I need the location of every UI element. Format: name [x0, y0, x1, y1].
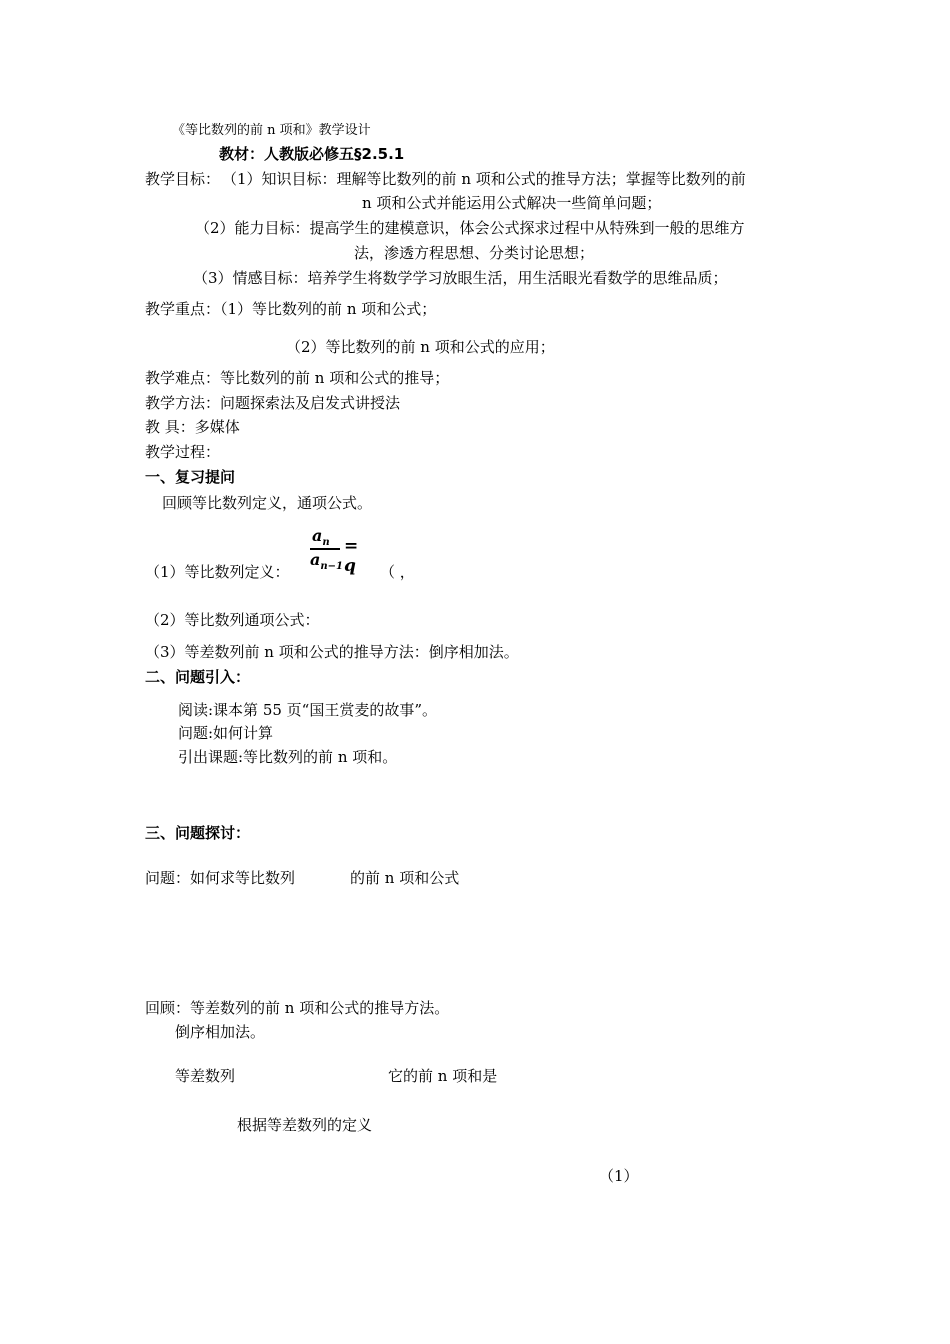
ratio-formula [306, 526, 372, 576]
difficulty-line: 教学难点：等比数列的前 n 项和公式的推导； [145, 369, 450, 387]
explore-question-b: 的前 n 项和公式 [350, 869, 460, 887]
definition-paren: （ ， [380, 563, 415, 581]
reading-line: 阅读:课本第 55 页“国王赏麦的故事”。 [178, 701, 438, 719]
section-3-heading: 三、问题探讨： [145, 824, 251, 842]
document-title: 《等比数列的前 n 项和》教学设计 [172, 123, 371, 138]
key-points-line-2: （2）等比数列的前 n 项和公式的应用； [286, 338, 555, 356]
equation-number: （1） [599, 1167, 639, 1185]
tools-line: 教 具：多媒体 [145, 418, 240, 436]
goal-2-line-1: （2）能力目标：提高学生的建模意识，体会公式探求过程中从特殊到一般的思维方 [195, 219, 745, 237]
topic-line: 引出课题:等比数列的前 n 项和。 [178, 748, 398, 766]
definition-basis: 根据等差数列的定义 [237, 1116, 373, 1134]
goal-1-line-2: n 项和公式并能运用公式解决一些简单问题； [362, 194, 662, 212]
review-line-1: 回顾：等差数列的前 n 项和公式的推导方法。 [145, 999, 450, 1017]
goal-1-line-1: （1）知识目标：理解等比数列的前 n 项和公式的推导方法；掌握等比数列的前 [222, 170, 746, 188]
arithmetic-sequence-label: 等差数列 [175, 1067, 236, 1085]
key-points-line-1: 教学重点：（1）等比数列的前 n 项和公式； [145, 300, 437, 318]
goals-label: 教学目标： [145, 170, 221, 188]
formula-numerator: $a_n$ [312, 526, 330, 549]
textbook-line: 教材：人教版必修五§2.5.1 [219, 145, 405, 163]
formula-denominator: $a_{n-1}$ [310, 550, 343, 573]
section-2-heading: 二、问题引入： [145, 668, 251, 686]
goal-3: （3）情感目标：培养学生将数学学习放眼生活，用生活眼光看数学的思维品质； [193, 269, 728, 287]
section-1-heading: 一、复习提问 [145, 468, 236, 486]
definition-item: （1）等比数列定义： [145, 563, 290, 581]
explore-question-a: 问题：如何求等比数列 [145, 869, 296, 887]
formula-rhs: = q [344, 536, 359, 576]
section-1-intro: 回顾等比数列定义，通项公式。 [162, 494, 373, 512]
review-line-2: 倒序相加法。 [175, 1023, 266, 1041]
process-label: 教学过程： [145, 443, 221, 461]
arithmetic-sum-label: 它的前 n 项和是 [388, 1067, 498, 1085]
general-term-item: （2）等比数列通项公式： [145, 611, 320, 629]
goal-2-line-2: 法，渗透方程思想、分类讨论思想； [354, 244, 595, 262]
derivation-item: （3）等差数列前 n 项和公式的推导方法：倒序相加法。 [145, 643, 519, 661]
question-line: 问题:如何计算 [178, 724, 274, 742]
method-line: 教学方法：问题探索法及启发式讲授法 [145, 394, 401, 412]
